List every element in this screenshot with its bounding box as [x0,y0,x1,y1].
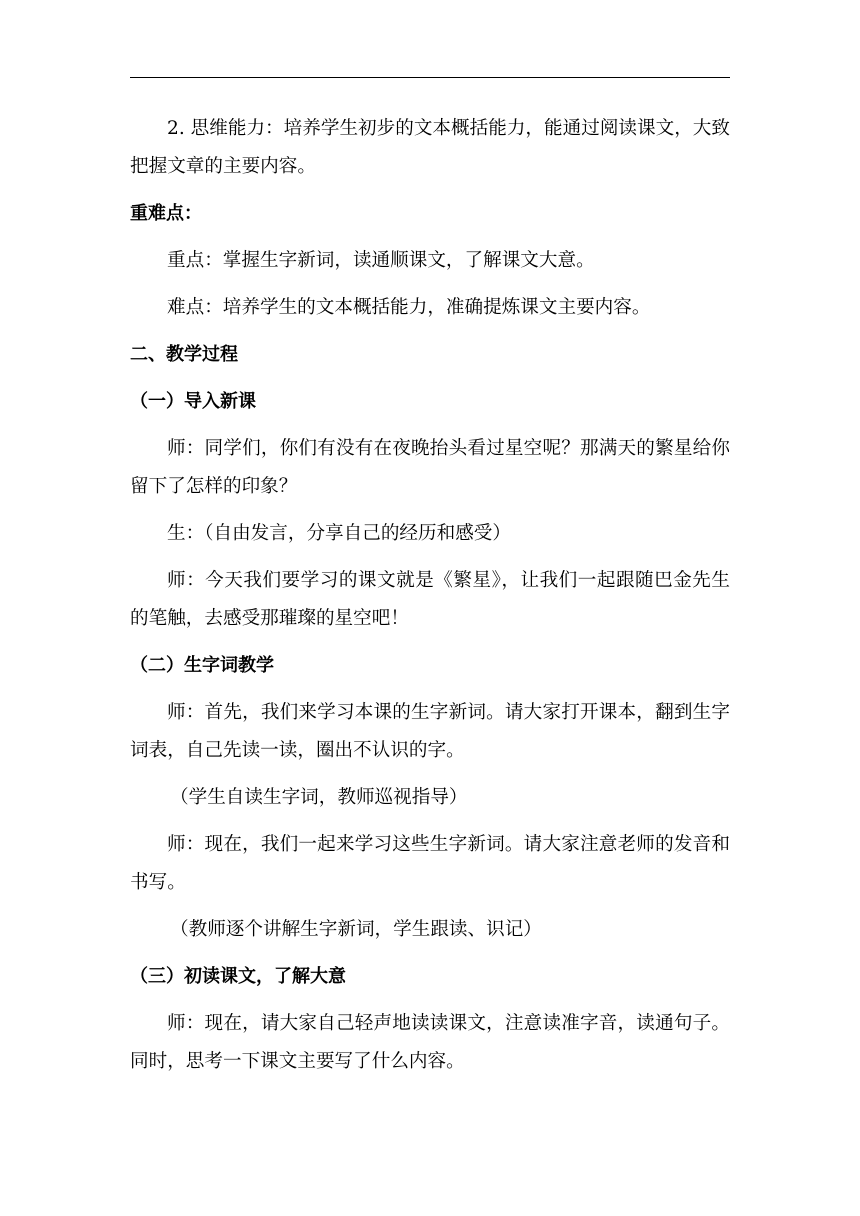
header-rule [130,77,730,78]
heading-teaching-process: 二、教学过程 [130,344,238,365]
heading-key-difficult-points: 重难点： [130,203,202,224]
paragraph-teacher-vocab-1: 师：首先，我们来学习本课的生字新词。请大家打开课本，翻到生字词表，自己先读一读，圈出不认识的字。 [130,702,730,761]
heading-vocabulary: （二）生字词教学 [130,655,274,676]
paragraph-key-point: 重点：掌握生字新词，读通顺课文，了解课文大意。 [167,250,595,271]
paragraph-teacher-intro-2: 师：今天我们要学习的课文就是《繁星》，让我们一起跟随巴金先生的笔触，去感受那璀璨的星空吧！ [130,570,730,629]
paragraph-student-self-read: （学生自读生字词，教师巡视指导） [170,787,468,808]
paragraph-thinking-ability: 2. 思维能力：培养学生初步的文本概括能力，能通过阅读课文，大致把握文章的主要内容。 [130,118,730,177]
paragraph-teacher-vocab-2: 师：现在，我们一起来学习这些生字新词。请大家注意老师的发音和书写。 [130,834,730,893]
document-body [130,110,730,1081]
paragraph-teacher-reading: 师：现在，请大家自己轻声地读读课文，注意读准字音，读通句子。同时，思考一下课文主要写了什么内容。 [130,1013,730,1072]
paragraph-teacher-explain: （教师逐个讲解生字新词，学生跟读、识记） [170,919,542,940]
heading-first-reading: （三）初读课文，了解大意 [130,966,346,987]
paragraph-teacher-intro-1: 师：同学们，你们有没有在夜晚抬头看过星空呢？那满天的繁星给你留下了怎样的印象？ [130,438,730,497]
heading-intro: （一）导入新课 [130,391,256,412]
paragraph-difficult-point: 难点：培养学生的文本概括能力，准确提炼课文主要内容。 [167,297,651,318]
paragraph-student-reply: 生：（自由发言，分享自己的经历和感受） [167,523,511,544]
